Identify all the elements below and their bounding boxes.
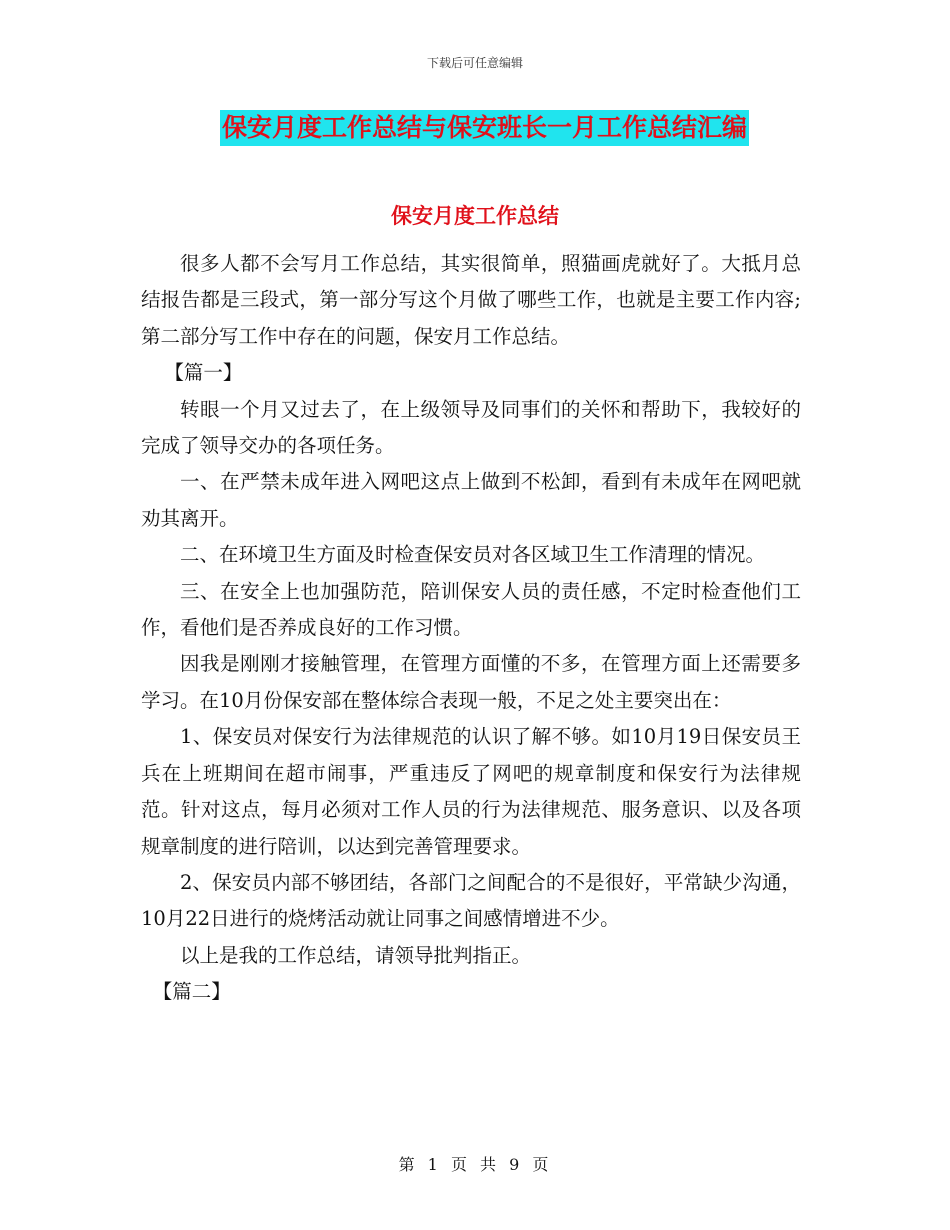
section-title: 保安月度工作总结 <box>391 204 559 228</box>
paragraph: 1、保安员对保安行为法律规范的认识了解不够。如10月19日保安员王兵在上班期间在超市闹事，严重违反了网吧的规章制度和保安行为法律规范。针对这点，每月必须对工作人员的行为法律规范、服务意识、以及各项规章制度的进行陪训，以达到完善管理要求。 <box>141 725 801 858</box>
header-note: 下载后可任意编辑 <box>426 56 523 70</box>
chapter-label-1: 【篇一】 <box>164 361 243 385</box>
body-text <box>141 246 801 1011</box>
paragraph: 二、在环境卫生方面及时检查保安员对各区域卫生工作清理的情况。 <box>180 543 766 567</box>
document-title: 保安月度工作总结与保安班长一月工作总结汇编 <box>220 110 749 146</box>
paragraph: 因我是刚刚才接触管理，在管理方面懂的不多，在管理方面上还需要多学习。在10月份保安部在整体综合表现一般，不足之处主要突出在： <box>141 652 801 712</box>
page-footer: 第 1 页 共 9 页 <box>398 1155 552 1174</box>
paragraph: 2、保安员内部不够团结，各部门之间配合的不是很好，平常缺少沟通，10月22日进行的烧烤活动就让同事之间感情增进不少。 <box>141 870 801 931</box>
chapter-label-2: 【篇二】 <box>152 980 231 1004</box>
paragraph: 一、在严禁未成年进入网吧这点上做到不松卸，看到有未成年在网吧就劝其离开。 <box>141 470 801 530</box>
paragraph: 三、在安全上也加强防范，陪训保安人员的责任感，不定时检查他们工作，看他们是否养成良好的工作习惯。 <box>141 579 801 640</box>
paragraph: 以上是我的工作总结，请领导批判指正。 <box>180 943 532 967</box>
paragraph-intro: 很多人都不会写月工作总结，其实很简单，照猫画虎就好了。大抵月总结报告都是三段式，第一部分写这个月做了哪些工作，也就是主要工作内容;第二部分写工作中存在的问题，保安月工作总结。 <box>141 252 801 348</box>
paragraph: 转眼一个月又过去了，在上级领导及同事们的关怀和帮助下，我较好的完成了领导交办的各项任务。 <box>141 397 801 458</box>
